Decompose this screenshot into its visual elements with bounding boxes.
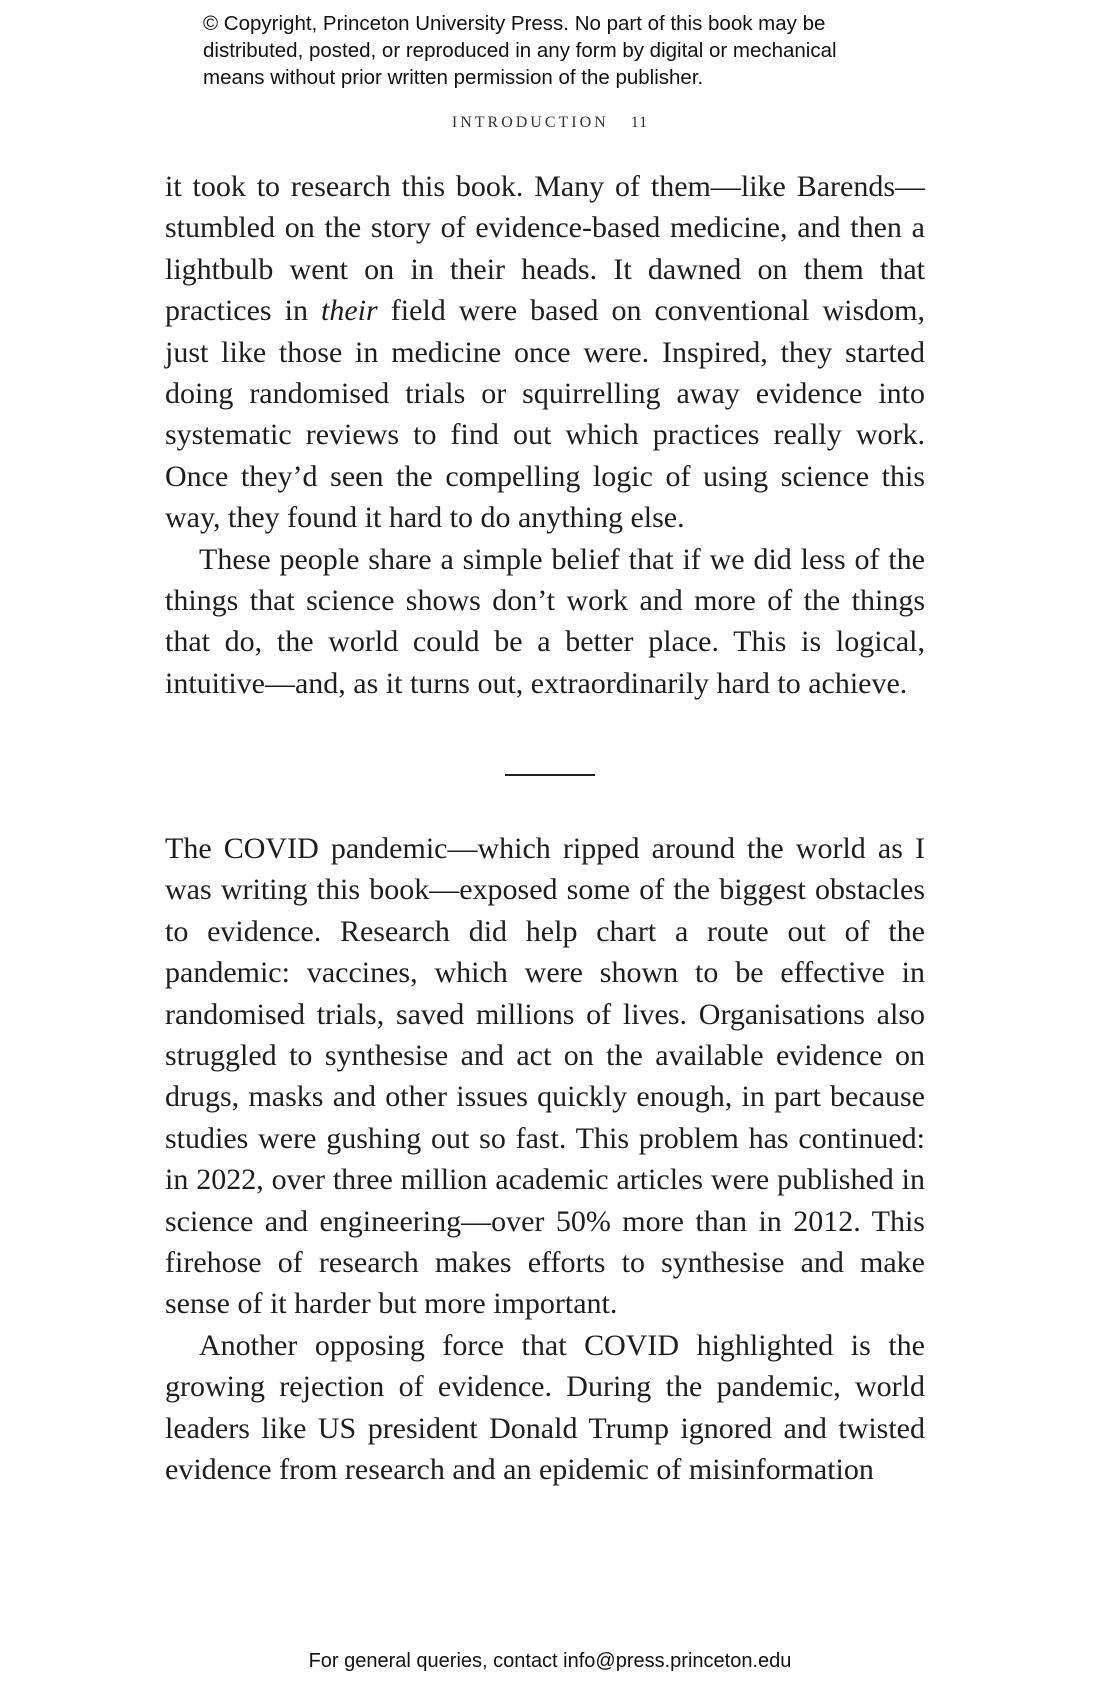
emphasis-text: their <box>321 294 378 328</box>
copyright-line-3: means without prior written permission of the publisher. <box>203 66 704 89</box>
copyright-notice <box>203 10 903 91</box>
page-number: 11 <box>630 114 649 131</box>
paragraph-text: it took to research this book. Many of them—like Barends—stumbled on the story of evidence-based medicine, and then a lightbulb went on in their heads. It dawned on them that practices in <box>165 170 925 328</box>
paragraph: These people share a simple belief that if we did less of the things that science shows don’t work and more of the things that do, the world could be a better place. This is logical, intuitive—and, as it turns out, extraordinarily hard to achieve. <box>165 542 925 700</box>
body-section-1 <box>165 166 925 704</box>
section-break-rule <box>505 774 595 776</box>
body-section-2 <box>165 828 925 1491</box>
running-head-section: INTRODUCTION <box>451 114 609 131</box>
paragraph: The COVID pandemic—which ripped around the world as I was writing this book—exposed some of the biggest obstacles to evidence. Research did help chart a route out of the pandemic: vaccines, which were shown to be effective in randomised trials, saved millions of lives. Organisations also struggled to synthesise and act on the available evidence on drugs, masks and other issues quickly enough, in part because studies were gushing out so fast. This problem has continued: in 2022, over three million academic articles were published in science and engineering—over 50% more than in 2012. This firehose of research makes efforts to synthesise and make sense of it harder but more important. <box>165 832 925 1321</box>
paragraph: Another opposing force that COVID highlighted is the growing rejection of evidence. During the pandemic, world leaders like US president Donald Trump ignored and twisted evidence from research and an epidemic of misinformation <box>165 1328 925 1487</box>
running-head <box>0 114 1100 132</box>
copyright-line-1: © Copyright, Princeton University Press. No part of this book may be <box>203 12 826 35</box>
footer-contact: For general queries, contact info@press.princeton.edu <box>308 1650 792 1672</box>
paragraph <box>165 166 925 539</box>
paragraph-text: field were based on conventional wisdom, just like those in medicine once were. Inspired, they started doing randomised trials or squirrelling away evidence into systematic reviews to find out which practices really work. Once they’d seen the compelling logic of using science this way, they found it hard to do anything else. <box>165 294 926 535</box>
copyright-line-2: distributed, posted, or reproduced in any form by digital or mechanical <box>203 39 837 62</box>
